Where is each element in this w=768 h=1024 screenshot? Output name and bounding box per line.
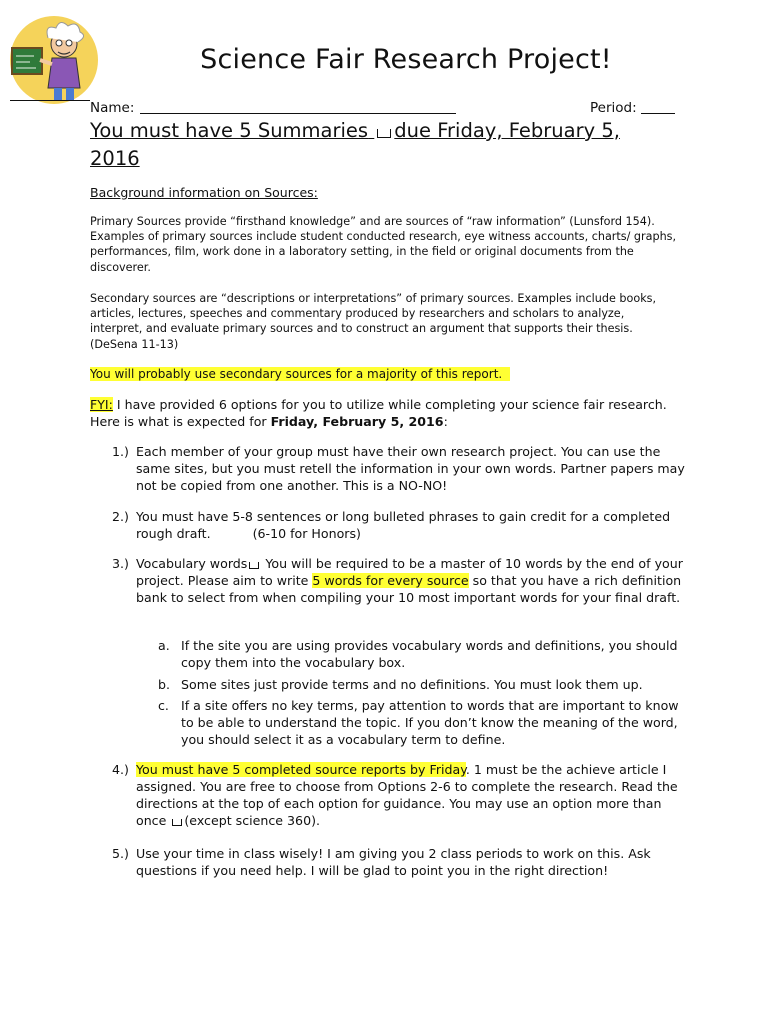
bracket-mark-icon [249,562,259,569]
secondary-note-highlight: You will probably use secondary sources for a majority of this report. [90,367,503,381]
honors-note: (6-10 for Honors) [252,526,361,541]
list-item-number: 4.) [112,762,129,777]
list-item-4 [112,761,687,829]
secondary-note [90,367,680,382]
list-item-5 [112,845,687,879]
list-item-text: You must have 5-8 sentences or long bulleted phrases to gain credit for a completed rough draft. (6-10 for Honors) [136,509,671,541]
list-item-number: 3.) [112,556,129,571]
period-label: Period: [590,100,637,116]
highlighted-phrase: 5 words for every source [312,573,469,588]
list-item-text: You must have 5 completed source reports by Friday. 1 must be the achieve article I assigned. You are free to choose from Options 2-6 to complete the research. Read the directions at the top of each option for guidance. You may use an option more than once (except science 360). [136,762,678,828]
sub-item-b [158,676,683,693]
headline-part-3: 2016 [90,147,140,170]
secondary-sources-paragraph: Secondary sources are “descriptions or interpretations” of primary sources. Examples include books, articles, lectures, speeches and commentary produced by researchers and scholars to analyze, interpret, and evaluate primary sources and to construct an argument that supports their thesis. (DeSena 11-13) [90,292,657,351]
sub-item-c [158,697,683,748]
sub-item-text: If the site you are using provides vocabulary words and definitions, you should copy them into the vocabulary box. [181,638,678,670]
list-item-2 [112,508,687,542]
sub-item-text: If a site offers no key terms, pay attention to words that are important to know to be able to understand the topic. If you don’t know the meaning of the word, you should select it as a vocabulary term to define. [181,698,679,747]
list-item-1 [112,443,687,494]
list-item-number: 1.) [112,444,129,459]
sub-item-text: Some sites just provide terms and no definitions. You must look them up. [181,677,643,692]
bracket-mark-icon [377,129,391,138]
list-item-number: 5.) [112,846,129,861]
name-label: Name: [90,100,135,116]
list-item-text: Vocabulary words You will be required to be a master of 10 words by the end of your project. Please aim to write 5 words for every source so that you have a rich definition bank to select from when compiling your 10 most important words for your final draft. [136,556,683,605]
background-heading: Background information on Sources: [90,185,318,200]
headline-part-2: due Friday, February 5, [394,119,620,142]
logo-underline [10,100,90,101]
name-blank[interactable] [140,100,456,114]
sub-item-a [158,637,683,671]
list-item-number: 2.) [112,509,129,524]
page-title: Science Fair Research Project! [200,44,612,75]
sub-item-letter: c. [158,698,169,713]
sub-item-letter: a. [158,638,170,653]
list-item-3 [112,555,687,606]
fyi-text: I have provided 6 options for you to utilize while completing your science fair research. Here is what is expected for [90,397,667,429]
headline-part-1: You must have 5 Summaries [90,119,369,142]
summary-due-headline [90,117,660,173]
highlighted-phrase: You must have 5 completed source reports by Friday [136,762,466,777]
primary-sources-paragraph: Primary Sources provide “firsthand knowledge” and are sources of “raw information” (Lunsford 154). Examples of primary sources include student conducted research, eye witness accounts, charts/ graphs, performances, film, work done in a laboratory setting, in the field or original documents from the discoverer. [90,215,677,274]
list-item-text: Each member of your group must have their own research project. You can use the same sites, but you must retell the information in your own words. Partner papers may not be copied from one another. This is a NO-NO! [136,444,685,493]
list-item-text: Use your time in class wisely! I am giving you 2 class periods to work on this. Ask questions if you need help. I will be glad to point you in the right direction! [136,846,651,878]
sub-item-letter: b. [158,677,170,692]
bracket-mark-icon [172,819,182,826]
fyi-paragraph: FYI: I have provided 6 options for you to utilize while completing your science fair research. Here is what is expected for Friday, February 5, 2016: [90,397,667,429]
fyi-label: FYI: [90,397,113,412]
period-blank[interactable] [641,100,675,114]
fyi-date: Friday, February 5, 2016 [270,414,444,429]
name-period-line [90,100,680,116]
period-field [590,100,675,116]
